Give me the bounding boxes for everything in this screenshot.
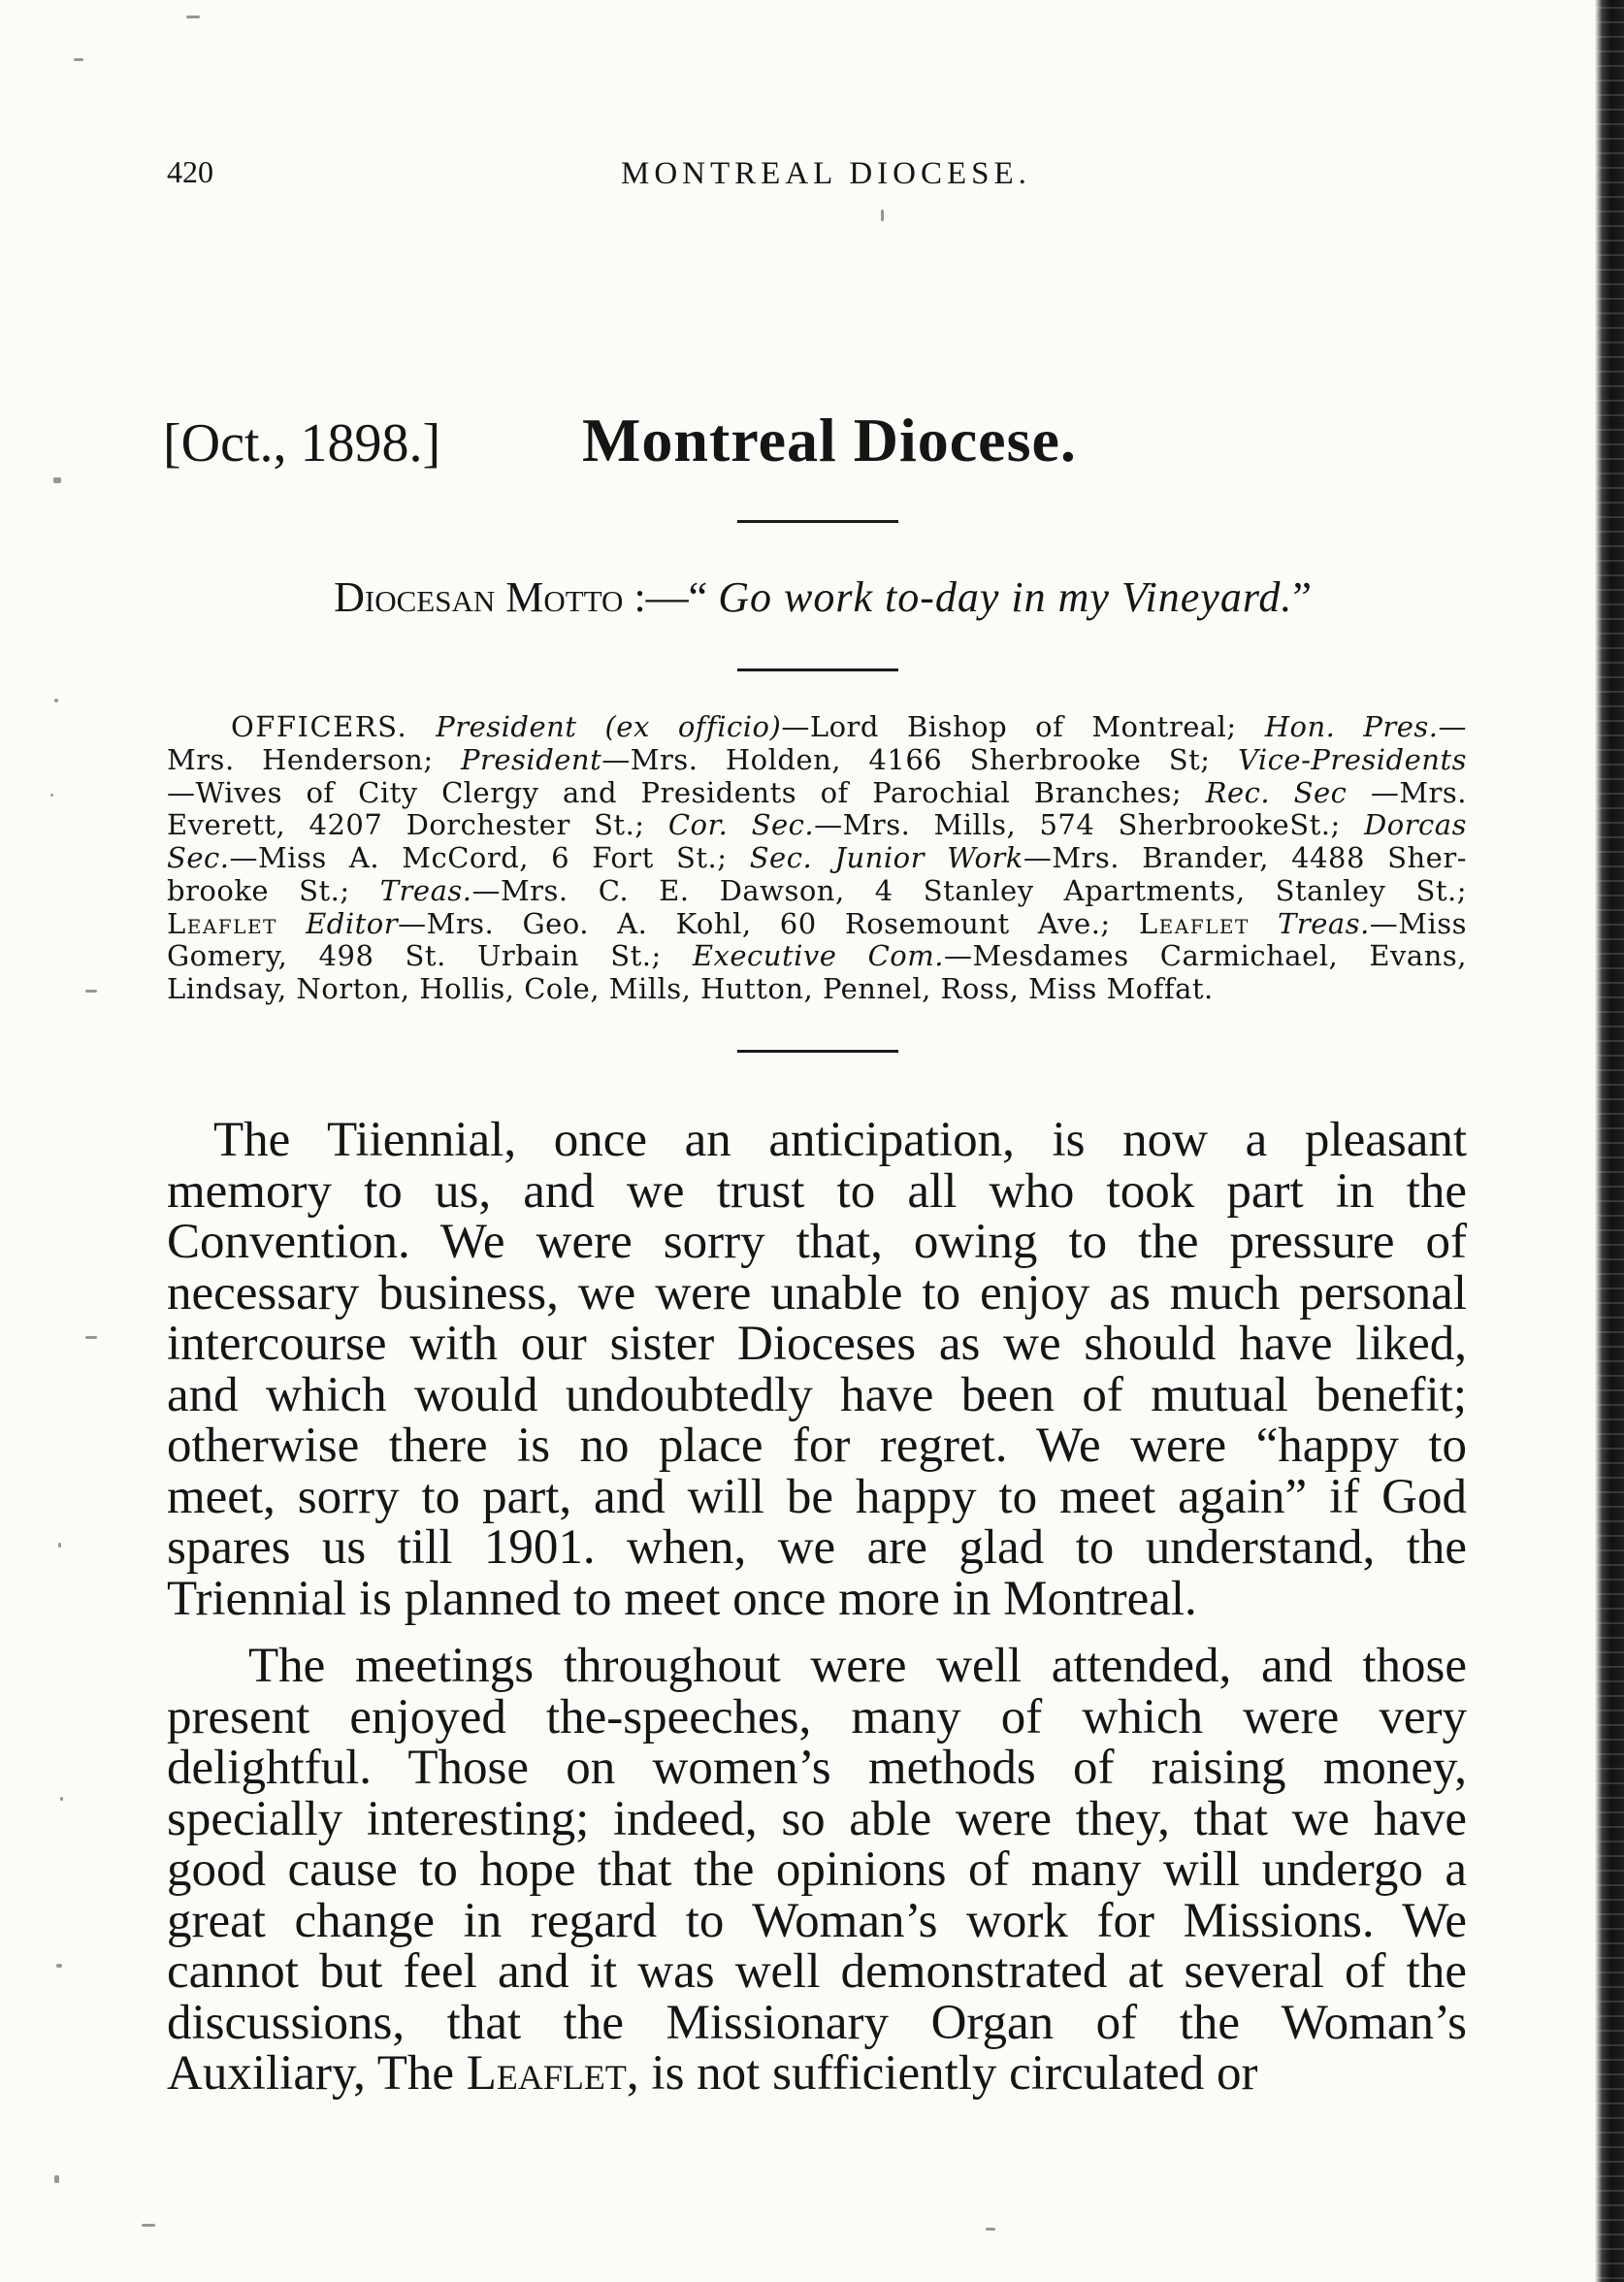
- text-run: —Mrs. Holden, 4166 Sherbrooke St;: [601, 742, 1238, 776]
- text-run: —Mrs. Geo. A. Kohl, 60 Rosemount Ave.;: [398, 906, 1139, 940]
- paragraph-line: [167, 1571, 1467, 1626]
- italic-run: Hon. Pres.: [1264, 710, 1439, 743]
- italic-run: Dorcas: [1363, 808, 1467, 842]
- officers-line: [167, 842, 1467, 875]
- paragraph-line: [167, 1743, 1467, 1794]
- scan-speck: [54, 2175, 59, 2183]
- text-run: , is not sufficiently circulated or: [626, 2046, 1258, 2101]
- motto-closing-quote: ”: [1292, 573, 1312, 621]
- scan-speck: [986, 2228, 995, 2231]
- italic-run: Treas.: [379, 873, 472, 907]
- text-run: and which would undoubtedly have been of mutual benefit;: [167, 1367, 1467, 1422]
- text-run: present enjoyed the-speeches, many of which were very: [167, 1689, 1467, 1744]
- text-run: Convention. We were sorry that, owing to the pressure of: [167, 1215, 1467, 1269]
- scan-speck: [142, 2224, 155, 2227]
- italic-run: Treas.: [1278, 906, 1370, 940]
- italic-run: President: [461, 742, 602, 776]
- text-run: Lindsay, Norton, Hollis, Cole, Mills, Hutton, Pennel, Ross, Miss Moffat.: [167, 972, 1214, 1005]
- italic-run: Sec.: [167, 841, 230, 874]
- running-title: MONTREAL DIOCESE.: [621, 156, 1031, 191]
- officers-list: [167, 711, 1467, 1006]
- text-run: —Wives of City Clergy and Presidents of Parochial Branches;: [167, 775, 1206, 809]
- text-run: brooke St.;: [167, 873, 380, 907]
- text-run: [1250, 907, 1278, 940]
- scan-speck: [54, 699, 58, 702]
- text-run: Mrs. Henderson;: [167, 742, 462, 776]
- text-run: great change in regard to Woman’s work for Missions. We: [167, 1893, 1467, 1948]
- italic-run: Executive Com.: [692, 939, 944, 973]
- paragraph-line: [167, 1265, 1467, 1320]
- text-run: meet, sorry to part, and will be happy to meet again” if God: [167, 1469, 1467, 1524]
- paragraph-line: [167, 1995, 1467, 2050]
- text-run: The meetings throughout were well attended, and those: [248, 1639, 1467, 1693]
- rule-divider: [737, 1050, 898, 1053]
- text-run: —Lord Bishop of Montreal;: [781, 710, 1265, 743]
- diocesan-motto: [310, 572, 1335, 623]
- officers-line: [167, 973, 1467, 1006]
- italic-run: Sec. Junior Work: [749, 841, 1023, 874]
- section-heading: Montreal Diocese.: [582, 406, 1077, 474]
- paragraph-line: [167, 1893, 1467, 1948]
- scan-speck: [53, 477, 61, 483]
- paragraph-line: [167, 1946, 1467, 1998]
- officers-line: [167, 809, 1467, 842]
- paragraph-line: [167, 1791, 1467, 1846]
- rule-divider: [737, 520, 898, 523]
- text-run: memory to us, and we trust to all who took part in the: [167, 1163, 1467, 1219]
- officers-line: [167, 875, 1467, 908]
- paragraph-line: [167, 1420, 1467, 1472]
- italic-run: Editor: [306, 906, 399, 940]
- text-run: otherwise there is no place for regret. We were “happy to: [167, 1418, 1467, 1473]
- text-run: —Miss: [1369, 906, 1468, 940]
- issue-date: [Oct., 1898.]: [163, 413, 441, 473]
- small-caps-run: Leaflet: [1138, 906, 1250, 940]
- small-caps-run: OFFICERS.: [231, 710, 408, 743]
- page-number: 420: [167, 154, 213, 189]
- scan-speck: [60, 1797, 63, 1801]
- italic-run: Cor. Sec.: [667, 808, 815, 842]
- paragraph-line: [167, 1217, 1467, 1268]
- paragraph-line: [167, 1522, 1467, 1574]
- text-run: spares us till 1901. when, we are glad to understand, the: [167, 1520, 1467, 1575]
- paragraph-line: [167, 1689, 1467, 1744]
- paragraph-line: [167, 1115, 1467, 1166]
- scan-speck: [85, 1336, 97, 1339]
- text-run: The Tiiennial, once an anticipation, is now a pleasant: [213, 1113, 1467, 1167]
- italic-run: Rec. Sec: [1205, 775, 1348, 809]
- paragraph-line: [167, 1319, 1467, 1370]
- officers-line: [167, 940, 1467, 973]
- text-run: Gomery, 498 St. Urbain St.;: [167, 939, 693, 973]
- scan-speck: [58, 1543, 61, 1548]
- scan-speck: [74, 58, 83, 61]
- text-run: good cause to hope that the opinions of many will undergo a: [167, 1842, 1467, 1897]
- italic-run: President (ex officio): [436, 710, 782, 743]
- text-run: —Mrs. Brander, 4488 Sher-: [1023, 841, 1467, 874]
- text-run: Triennial is planned to meet once more in Montreal.: [167, 1571, 1197, 1626]
- italic-run: Vice-Presidents: [1237, 742, 1467, 776]
- officers-line: [167, 908, 1467, 941]
- motto-text: Go work to-day in my Vineyard.: [718, 573, 1293, 621]
- scan-speck: [56, 1964, 62, 1968]
- text-run: delightful. Those on women’s methods of raising money,: [167, 1741, 1467, 1795]
- motto-label: Diocesan Motto: [334, 573, 624, 621]
- body-paragraph: [167, 1115, 1467, 1624]
- text-run: Auxiliary, The: [167, 2046, 467, 2101]
- paragraph-line: [167, 1163, 1467, 1219]
- paragraph-line: [167, 1469, 1467, 1524]
- scan-speck: [85, 990, 97, 993]
- text-run: necessary business, we were unable to enjoy as much personal: [167, 1265, 1467, 1320]
- paragraph-line: [167, 2048, 1467, 2100]
- scan-speck: [186, 16, 200, 18]
- text-run: [407, 710, 436, 743]
- officers-line: [167, 777, 1467, 810]
- officers-line: [167, 744, 1467, 777]
- text-run: —Miss A. McCord, 6 Fort St.;: [229, 841, 750, 874]
- paragraph-line: [167, 1844, 1467, 1896]
- text-run: discussions, that the Missionary Organ of the Woman’s: [167, 1995, 1467, 2050]
- text-run: Everett, 4207 Dorchester St.;: [167, 808, 668, 842]
- rule-divider: [737, 668, 898, 671]
- text-run: —Mesdames Carmichael, Evans,: [943, 939, 1468, 973]
- text-run: —Mrs.: [1347, 775, 1467, 809]
- paragraph-line: [167, 1641, 1467, 1692]
- body-paragraph: [167, 1641, 1467, 2100]
- paragraph-line: [167, 1367, 1467, 1422]
- text-run: specially interesting; indeed, so able were they, that we have: [167, 1791, 1467, 1846]
- text-run: [277, 907, 306, 940]
- small-caps-run: Leaflet: [466, 2046, 627, 2101]
- scan-speck: [881, 210, 884, 221]
- officers-line: [167, 711, 1467, 744]
- motto-separator: :—“: [623, 573, 719, 621]
- text-run: —Mrs. C. E. Dawson, 4 Stanley Apartments, Stanley St.;: [471, 873, 1467, 907]
- small-caps-run: Leaflet: [167, 906, 277, 940]
- text-run: —Mrs. Mills, 574 SherbrookeSt.;: [814, 808, 1364, 842]
- text-run: —: [1438, 710, 1467, 743]
- page-edge-shadow: [1595, 0, 1624, 2282]
- text-run: cannot but feel and it was well demonstrated at several of the: [167, 1944, 1467, 1999]
- text-run: intercourse with our sister Dioceses as we should have liked,: [167, 1317, 1467, 1371]
- scan-speck: [50, 794, 53, 797]
